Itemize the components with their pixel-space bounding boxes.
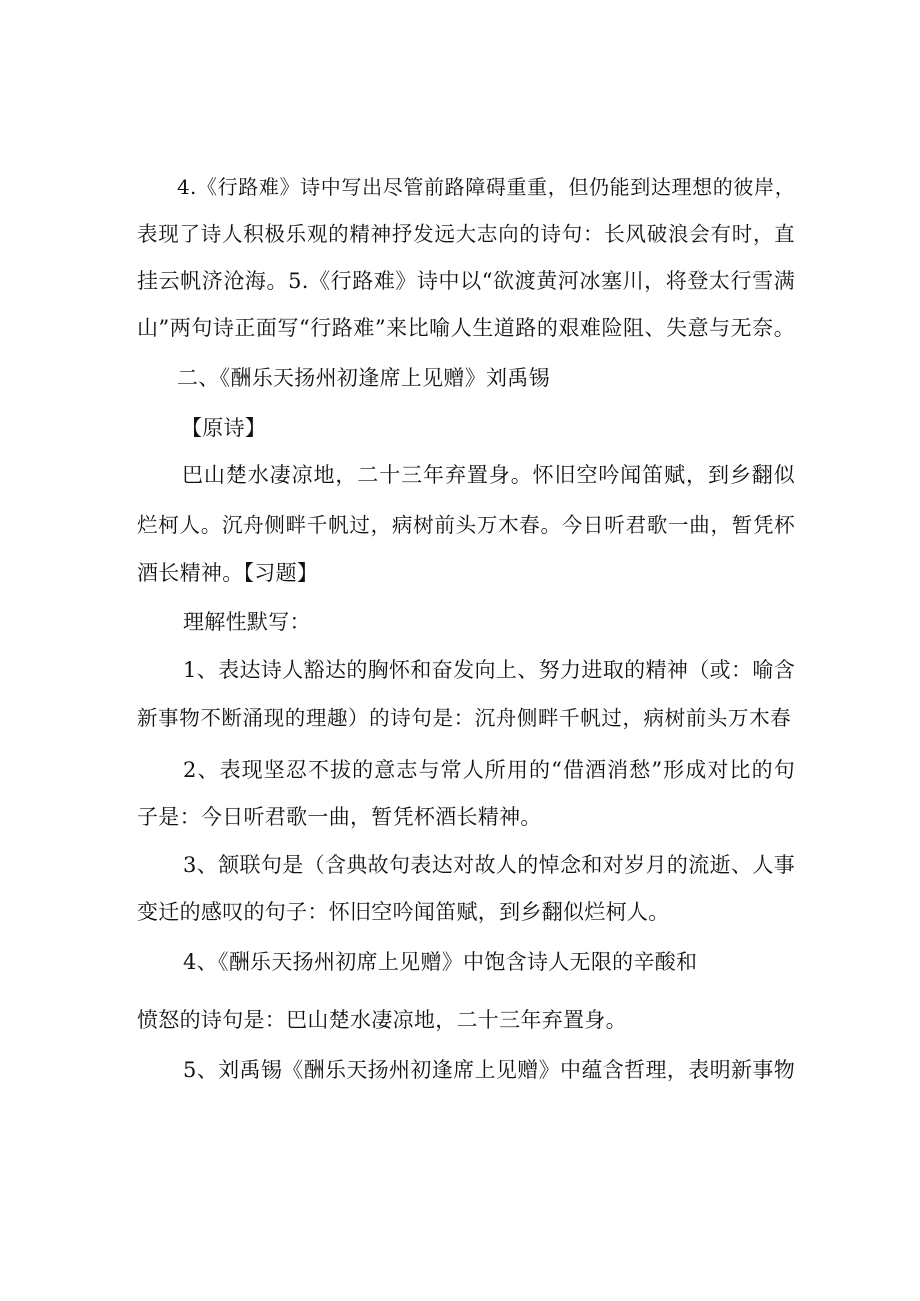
question-line: 4、《酬乐天扬州初席上见赠》中饱含诗人无限的辛酸和: [183, 950, 698, 974]
text-line: 表现了诗人积极乐观的精神抒发远大志向的诗句：长风破浪会有时，直: [137, 222, 795, 246]
text-line: 山”两句诗正面写“行路难”来比喻人生道路的艰难险阻、失意与无奈。: [137, 316, 795, 340]
question-line: 1、表达诗人豁达的胸怀和奋发向上、努力进取的精神（或：喻含: [183, 658, 795, 682]
poem-line: 烂柯人。沉舟侧畔千帆过，病树前头万木春。今日听君歌一曲，暂凭杯: [137, 513, 795, 537]
text-line: 4.《行路难》诗中写出尽管前路障碍重重，但仍能到达理想的彼岸，: [177, 175, 795, 199]
question-line: 3、颔联句是（含典故句表达对故人的悼念和对岁月的流逝、人事: [183, 853, 795, 877]
section-heading: 二、《酬乐天扬州初逢席上见赠》刘禹锡: [177, 366, 550, 390]
question-line: 2、表现坚忍不拔的意志与常人所用的“借酒消愁”形成对比的句: [183, 758, 795, 782]
poem-line: 酒长精神。【习题】: [137, 561, 319, 585]
question-line: 5、刘禹锡《酬乐天扬州初逢席上见赠》中蕴含哲理，表明新事物: [183, 1058, 795, 1082]
exercise-heading: 理解性默写：: [183, 610, 311, 634]
section-label: 【原诗】: [181, 416, 267, 440]
text-line: 挂云帆济沧海。5.《行路难》诗中以“欲渡黄河冰塞川，将登太行雪满: [137, 269, 795, 293]
question-line: 愤怒的诗句是：巴山楚水凄凉地，二十三年弃置身。: [137, 1008, 627, 1032]
question-line: 子是：今日听君歌一曲，暂凭杯酒长精神。: [137, 805, 542, 829]
question-line: 新事物不断涌现的理趣）的诗句是：沉舟侧畔千帆过，病树前头万木春: [137, 706, 791, 730]
poem-line: 巴山楚水凄凉地，二十三年弃置身。怀旧空吟闻笛赋，到乡翻似: [182, 463, 795, 487]
question-line: 变迁的感叹的句子：怀旧空吟闻笛赋，到乡翻似烂柯人。: [137, 900, 670, 924]
